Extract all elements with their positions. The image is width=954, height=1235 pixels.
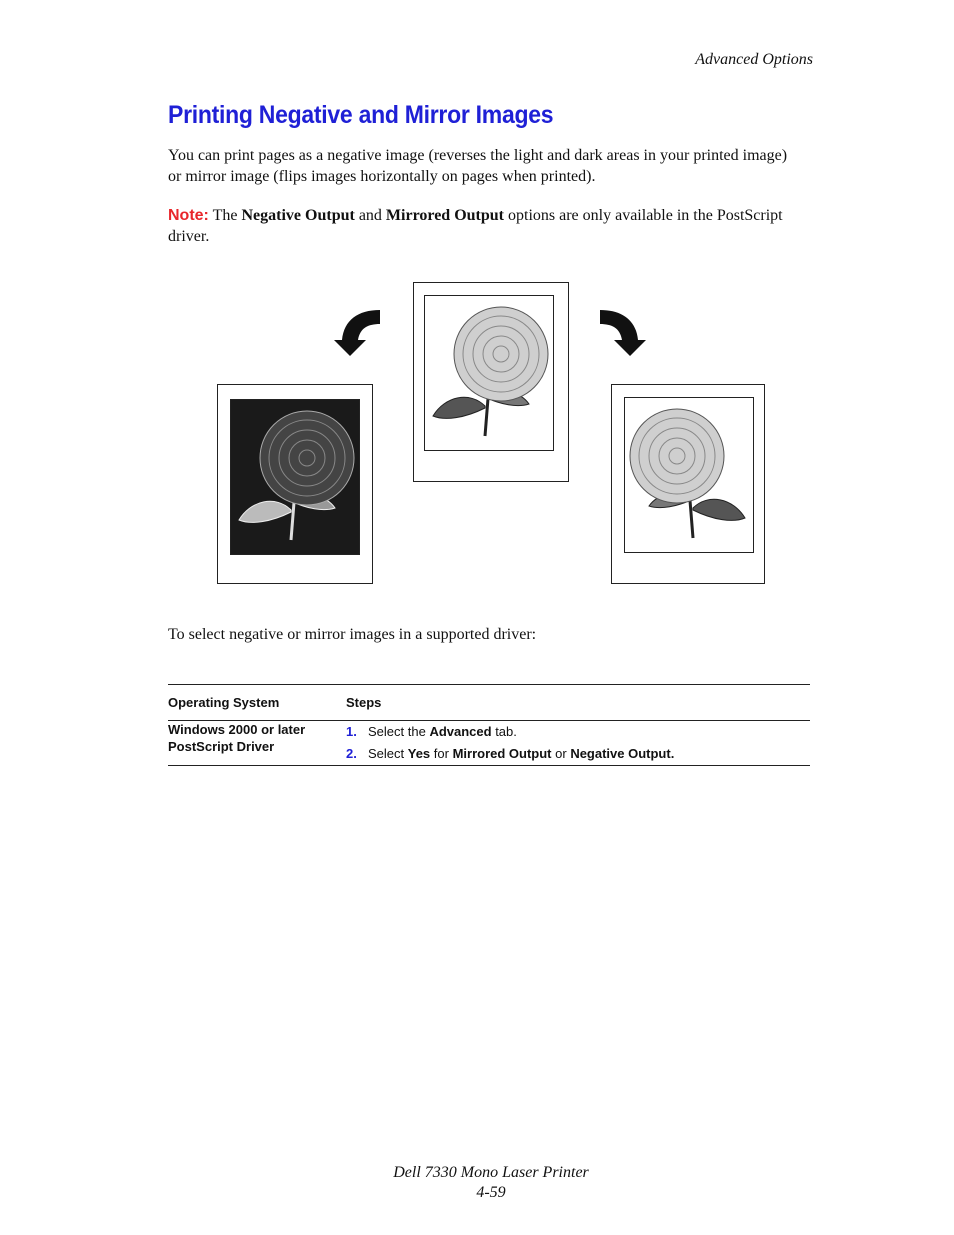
negative-page xyxy=(217,384,373,584)
intro-paragraph: You can print pages as a negative image (reverses the light and dark areas in your printed image) or mirror image (flips images horizontally on pages when printed). xyxy=(168,147,788,185)
os-cell xyxy=(168,721,346,766)
step-2-yes: Yes xyxy=(407,746,431,761)
page-title: Printing Negative and Mirror Images xyxy=(168,101,554,129)
step-1 xyxy=(346,721,810,743)
note-mirrored-output: Mirrored Output xyxy=(385,207,504,224)
step-1-text-2: tab. xyxy=(491,724,517,739)
note-text-1: The xyxy=(208,207,242,224)
steps-cell xyxy=(346,721,810,766)
mirror-page xyxy=(611,384,765,584)
arrow-to-negative-icon xyxy=(334,306,384,358)
mirrored-flower-icon xyxy=(625,398,753,552)
os-line-2: PostScript Driver xyxy=(168,739,275,754)
step-text xyxy=(368,743,674,765)
note-text-2: and xyxy=(354,207,386,224)
steps-table xyxy=(168,684,810,766)
step-2-text-2: for xyxy=(430,746,453,761)
footer-product: Dell 7330 Mono Laser Printer xyxy=(393,1164,589,1181)
note-negative-output: Negative Output xyxy=(241,207,355,224)
step-1-text-1: Select the xyxy=(368,724,430,739)
step-number: 2. xyxy=(346,746,357,761)
running-header: Advanced Options xyxy=(695,51,813,68)
header-steps: Steps xyxy=(346,695,382,710)
step-2 xyxy=(346,743,810,765)
flower-icon xyxy=(425,296,553,450)
lead-paragraph: To select negative or mirror images in a supported driver: xyxy=(168,626,537,643)
step-1-advanced: Advanced xyxy=(429,724,492,739)
footer-page-number: 4-59 xyxy=(476,1184,506,1201)
step-2-text-1: Select xyxy=(368,746,408,761)
note-paragraph xyxy=(168,205,788,247)
os-line-1: Windows 2000 or later xyxy=(168,722,306,737)
table-header-row xyxy=(168,685,810,721)
original-page xyxy=(413,282,569,482)
negative-image-frame xyxy=(230,399,360,555)
step-number: 1. xyxy=(346,724,357,739)
step-2-negative-output: Negative Output. xyxy=(570,746,675,761)
arrow-to-mirror-icon xyxy=(596,306,646,358)
negative-flower-icon xyxy=(231,400,359,554)
step-2-text-3: or xyxy=(551,746,571,761)
table-row xyxy=(168,721,810,766)
header-operating-system: Operating System xyxy=(168,695,280,710)
note-text-3: options are only available in the PostScript driver. xyxy=(168,207,783,245)
mirror-image-frame xyxy=(624,397,754,553)
step-text xyxy=(368,721,517,743)
note-label: Note: xyxy=(168,207,209,224)
original-image-frame xyxy=(424,295,554,451)
step-2-mirrored-output: Mirrored Output xyxy=(452,746,552,761)
